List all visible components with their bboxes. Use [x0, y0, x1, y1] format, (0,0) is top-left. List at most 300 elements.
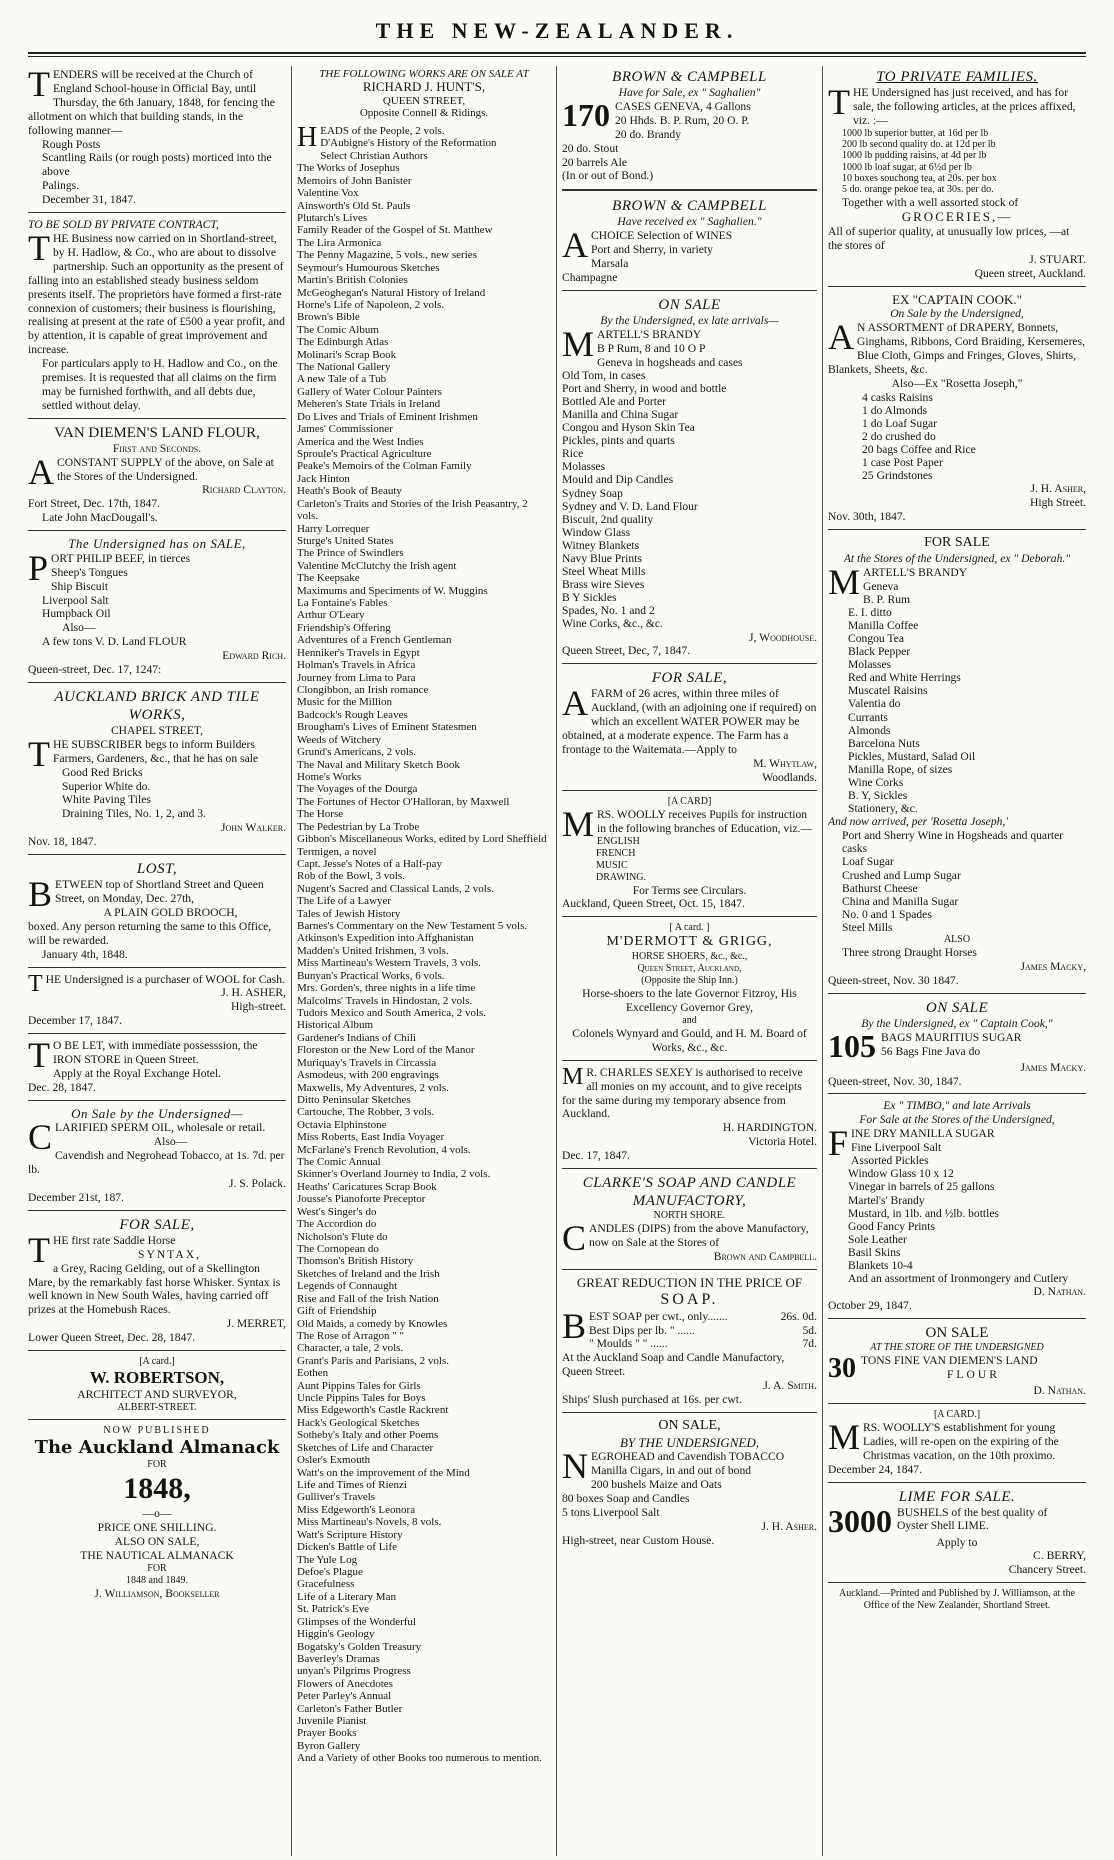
- price-list: [828, 128, 1086, 196]
- drop-cap: C: [28, 1117, 53, 1158]
- book-title: America and the West Indies: [297, 435, 424, 448]
- ad-signature: J. MERRET,: [226, 1317, 286, 1331]
- ad-place: Queen Street, Dec, 7, 1847.: [562, 644, 691, 658]
- ad-title: ON SALE,: [658, 1417, 721, 1433]
- list-item: Molasses: [848, 658, 892, 672]
- drop-cap: M: [562, 803, 595, 844]
- rule: [28, 1350, 286, 1351]
- ad-signature: J. STUART.: [1029, 252, 1086, 266]
- ad-date: Nov. 18, 1847.: [28, 835, 97, 849]
- list-item: 200 bushels Maize and Oats: [591, 1478, 722, 1492]
- brick-ad: [28, 688, 286, 849]
- list-item: 20 do. Stout: [562, 141, 619, 155]
- price-label: Best Dips per lb. " ......: [589, 1323, 695, 1337]
- book-title: And a Variety of other Books too numerous to mention.: [297, 1752, 542, 1765]
- ad-title: TO PRIVATE FAMILIES.: [876, 69, 1038, 85]
- ad-place: Queen-street, Dec. 17, 1247:: [28, 663, 162, 677]
- rule: [562, 189, 817, 191]
- ad-body: ENDERS will be received at the Church of England School-house in Official Bay, until Thursday, the 6th January, 1848, for fencing the allotment on which that building stands, in the following manner—: [28, 68, 275, 137]
- rule: [562, 1412, 817, 1413]
- list-item: 20 Hhds. B. P. Rum, 20 O. P.: [615, 113, 750, 127]
- card-name: M'DERMOTT & GRIGG,: [606, 934, 773, 950]
- ad-subtitle: By the Undersigned, ex " Captain Cook,": [861, 1016, 1053, 1030]
- book-title: Floreston or the New Lord of the Manor: [297, 1044, 475, 1057]
- list-item: Mould and Dip Candles: [562, 473, 674, 487]
- rule: [562, 1060, 817, 1061]
- ad-body: LARIFIED SPERM OIL, wholesale or retail.: [55, 1121, 266, 1135]
- rule: [28, 967, 286, 968]
- rule: [828, 1318, 1086, 1319]
- item-list: [562, 1464, 817, 1520]
- ad-first-line: ARTELL'S BRANDY: [597, 327, 702, 341]
- drop-cap: T: [28, 733, 50, 774]
- rule: [562, 1168, 817, 1169]
- ad-place: Auckland, Queen Street, Oct. 15, 1847.: [562, 897, 745, 911]
- ad-signature: J, Woodhouse.: [749, 630, 817, 644]
- ad-title: BROWN & CAMPBELL: [612, 198, 767, 215]
- list-item: 20 do. Brandy: [615, 127, 682, 141]
- book-title: unyan's Pilgrims Progress: [297, 1665, 411, 1678]
- book-title: Gibbon's Miscellaneous Works, edited by Lord Sheffield: [297, 833, 547, 846]
- ad-title: THE FOLLOWING WORKS ARE ON SALE AT: [319, 68, 529, 80]
- ad-subtitle: CHAPEL STREET,: [110, 723, 204, 737]
- book-title: Legends of Connaught: [297, 1280, 398, 1293]
- ad-signature: Edward Rich.: [222, 649, 286, 663]
- almanack-years: 1848 and 1849.: [126, 1574, 188, 1586]
- rule: [828, 1482, 1086, 1483]
- ad-body: ETWEEN top of Shortland Street and Queen Street, on Monday, Dec. 27th,: [55, 878, 264, 905]
- brown-campbell-ad-1: [562, 68, 817, 183]
- ad-title: FOR SALE: [924, 535, 990, 551]
- rule: [828, 1403, 1086, 1404]
- clarke-ad: [562, 1174, 817, 1264]
- book-title: Peter Parley's Annual: [297, 1690, 392, 1703]
- book-title: The National Gallery: [297, 361, 391, 374]
- book-title: Juvenile Pianist: [297, 1715, 367, 1728]
- ad-extra: A few tons V. D. Land FLOUR: [42, 635, 187, 649]
- book-title: Molinari's Scrap Book: [297, 348, 397, 361]
- book-title: Tudors Mexico and South America, 2 vols.: [297, 1006, 487, 1019]
- card-label: [A CARD.]: [933, 1408, 981, 1420]
- list-item: Sole Leather: [848, 1232, 907, 1246]
- seller-name: RICHARD J. HUNT'S,: [362, 79, 486, 95]
- big-number: 105: [828, 1027, 876, 1064]
- list-item: Vinegar in barrels of 25 gallons: [848, 1180, 995, 1194]
- column-divider: [822, 66, 823, 1856]
- ad-body: boxed. Any person returning the same to this Office, will be rewarded.: [28, 919, 272, 947]
- drop-cap: T: [28, 227, 50, 268]
- ad-title: ON SALE: [925, 1324, 989, 1341]
- tenders-ad: [28, 68, 286, 207]
- book-title: Miss Edgeworth's Castle Rackrent: [297, 1404, 449, 1417]
- list-item: Congou and Hyson Skin Tea: [562, 421, 695, 435]
- book-title: Gardener's Indians of Chili: [297, 1031, 416, 1044]
- book-title: Miss Roberts, East India Voyager: [297, 1131, 445, 1144]
- ad-body: RS. WOOLLY'S establishment for young Ladies, will re-open on the expiring of the Christmas vacation, on the 10th proximo.: [863, 1420, 1059, 1462]
- book-title: Prayer Books: [297, 1727, 357, 1740]
- book-title: Brougham's Lives of Eminent Statesmen: [297, 721, 477, 734]
- lime-ad: [828, 1488, 1086, 1578]
- list-item: 1000 lb loaf sugar, at 6½d per lb: [842, 161, 972, 173]
- book-title: Holman's Travels in Africa: [297, 659, 416, 672]
- rule: [562, 290, 817, 291]
- list-item: Superior White do.: [62, 779, 151, 793]
- book-title: Baverley's Dramas: [297, 1652, 380, 1665]
- hunt-books-ad: [297, 68, 551, 1765]
- list-item: Port and Sherry, in wood and bottle: [562, 381, 727, 395]
- list-item: (In or out of Bond.): [562, 169, 654, 183]
- almanack-ad: [28, 1425, 286, 1600]
- ad-place: Woodlands.: [762, 770, 817, 784]
- ad-place: Chancery Street.: [1008, 1563, 1086, 1577]
- card-body: Colonels Wynyard and Gould, and H. M. Board of Works, &c., &c.: [572, 1026, 807, 1054]
- list-item: ENGLISH: [597, 835, 640, 847]
- rule: [562, 916, 817, 917]
- column-divider: [556, 66, 557, 1856]
- list-item: White Paving Tiles: [62, 793, 151, 807]
- book-title: The Naval and Military Sketch Book: [297, 758, 460, 771]
- card-label: [A CARD]: [667, 795, 712, 807]
- ad-title: TO BE SOLD BY PRIVATE CONTRACT,: [28, 218, 219, 232]
- book-title: The Life of a Lawyer: [297, 895, 392, 908]
- ad-title: EX "CAPTAIN COOK.": [892, 291, 1022, 307]
- ad-body: HE Business now carried on in Shortland-street, by H. Hadlow, & Co., who are about to dissolve partnership. Such an opportunity as the present of falling into an established steady business seldom presents itself. The proprietors have formed a first-rate connexion of customers; their business is flourishing, realising at present at the rate of £500 a year profit, and by attention, it is capable of great improvement and increase.: [28, 231, 285, 357]
- ad-body: CONSTANT SUPPLY of the above, on Sale at the Stores of the Undersigned.: [57, 455, 274, 483]
- rich-ad: [28, 536, 286, 677]
- item-list: [828, 580, 1086, 816]
- book-title: Family Reader of the Gospel of St. Matthew: [297, 224, 493, 237]
- drop-cap: A: [562, 683, 588, 724]
- rule: [828, 1093, 1086, 1094]
- list-item: B. P. Rum: [863, 592, 911, 606]
- ad-body: For particulars apply to H. Hadlow and Co., on the premises. It is requested that all claims on the firm may be furnished forthwith, and all debts due, settled without delay.: [42, 357, 278, 412]
- macky-ad: [828, 535, 1086, 988]
- list-item: Crushed and Lump Sugar: [842, 868, 961, 882]
- book-title: James' Commissioner: [297, 423, 393, 436]
- list-item: Currants: [848, 710, 888, 724]
- book-list: [297, 122, 551, 1765]
- column-4: [828, 68, 1086, 1853]
- price-label: " Moulds " " ......: [589, 1337, 668, 1351]
- book-title: Horne's Life of Napoleon, 2 vols.: [297, 298, 445, 311]
- ad-body: HE SUBSCRIBER begs to inform Builders Farmers, Gardeners, &c., that he has on sale: [53, 737, 259, 765]
- book-title: Miss Edgeworth's Leonora: [297, 1503, 416, 1516]
- list-item: Pickles, pints and quarts: [562, 434, 675, 448]
- item-list: [828, 391, 1086, 483]
- book-title: Carleton's Father Butler: [297, 1702, 403, 1715]
- list-item: Ship Biscuit: [51, 579, 109, 593]
- ad-second-line: Oyster Shell LIME.: [897, 1519, 989, 1533]
- ad-body: FARM of 26 acres, within three miles of Auckland, (with an adjoining one if required) on which an excellent WATER POWER may be obtained, at a moderate expence. The Farm has a frontage to the Waitemata.—Apply to: [562, 687, 817, 756]
- drop-cap: M: [562, 323, 595, 364]
- ad-date: January 4th, 1848.: [42, 947, 128, 961]
- masthead-rule: [28, 52, 1086, 57]
- list-item: Manilla Rope, of sizes: [848, 762, 953, 776]
- ad-also: Also—: [62, 621, 96, 635]
- book-title: Higgin's Geology: [297, 1628, 375, 1641]
- rule: [28, 1100, 286, 1101]
- column-1: [28, 68, 286, 1853]
- ad-subtitle: NORTH SHORE.: [653, 1210, 726, 1222]
- price-row: [589, 1310, 817, 1324]
- list-item: 1 case Post Paper: [862, 456, 943, 470]
- book-title: Valentine McClutchy the Irish agent: [297, 559, 457, 572]
- masthead: THE NEW-ZEALANDER.: [375, 18, 739, 43]
- ad-subtitle: Have received ex " Saghalien.": [617, 215, 762, 229]
- woodhouse-ad: [562, 296, 817, 659]
- ad-arrived: And now arrived, per 'Rosetta Joseph,': [828, 815, 1008, 829]
- column-divider: [291, 66, 292, 1856]
- drop-cap: M: [828, 561, 861, 602]
- ad-body: HE Undersigned is a purchaser of WOOL for Cash.: [45, 972, 285, 986]
- let-ad: [28, 1035, 286, 1095]
- ad-title: The Undersigned has on SALE,: [68, 536, 246, 552]
- ad-date: Nov. 30th, 1847.: [828, 510, 906, 524]
- list-item: Mustard, in 1lb. and ½lb. bottles: [848, 1206, 1000, 1220]
- list-item: Blankets 10-4: [848, 1258, 913, 1272]
- list-item: Witney Blankets: [562, 538, 640, 552]
- ad-signature: J. S. Polack.: [228, 1177, 286, 1190]
- list-item: Draining Tiles, No. 1, 2, and 3.: [62, 807, 206, 821]
- seller-street: QUEEN STREET,: [382, 94, 466, 107]
- list-item: 10 boxes souchong tea, at 20s. per box: [842, 172, 997, 184]
- book-title: Music for the Million: [297, 696, 393, 709]
- rule: [28, 682, 286, 683]
- ad-date: October 29, 1847.: [828, 1299, 912, 1313]
- book-title: Seymour's Humourous Sketches: [297, 261, 440, 274]
- ad-place: Queen street, Auckland.: [974, 266, 1086, 280]
- list-item: 2 do crushed do: [862, 429, 936, 443]
- book-title: Osler's Exmouth: [297, 1454, 371, 1467]
- flour-ad: [28, 424, 286, 525]
- almanack-year: 1848,: [123, 1471, 191, 1505]
- book-title: Jack Hinton: [297, 472, 350, 485]
- book-title: Uncle Pippins Tales for Boys: [297, 1392, 426, 1405]
- rule: [562, 1269, 817, 1270]
- book-title: Miss Martineau's Novels, 8 vols.: [297, 1516, 442, 1529]
- rule: [28, 854, 286, 855]
- book-title: Clongibbon, an Irish romance: [297, 684, 429, 697]
- ad-item: A PLAIN GOLD BROOCH,: [103, 905, 238, 919]
- ad-date: Dec. 28, 1847.: [28, 1080, 96, 1094]
- list-item: Sheep's Tongues: [51, 565, 128, 579]
- ad-place: Queen-street, Nov. 30, 1847.: [828, 1074, 962, 1088]
- macky-sugar-ad: [828, 999, 1086, 1089]
- book-title: Home's Works: [297, 770, 362, 783]
- ad-subtitle: By the Undersigned, ex late arrivals—: [600, 313, 779, 327]
- ad-title: FOR SALE,: [119, 1216, 195, 1233]
- ad-also: Also—: [153, 1135, 188, 1149]
- list-item: Loaf Sugar: [842, 855, 894, 869]
- stuart-ad: [828, 68, 1086, 281]
- ad-body: R. CHARLES SEXEY is authorised to receive all monies on my account, and to give receipts for the same during my temporary absence from Auckland.: [562, 1065, 803, 1121]
- drop-cap: T: [828, 82, 850, 122]
- ad-first-line: HE first rate Saddle Horse: [53, 1233, 176, 1247]
- book-title: Malcolms' Travels in Hindostan, 2 vols.: [297, 994, 473, 1007]
- book-title: The Lira Armonica: [297, 236, 382, 249]
- book-title: The Works of Josephus: [297, 162, 400, 175]
- book-title: Grant's Paris and Parisians, 2 vols.: [297, 1354, 449, 1367]
- book-title: Memoirs of John Banister: [297, 174, 412, 187]
- book-title: Sketches of Life and Character: [297, 1441, 434, 1454]
- drop-cap: P: [28, 547, 49, 588]
- list-item: Steel Wheat Mills: [562, 565, 646, 579]
- book-title: Hack's Geological Sketches: [297, 1416, 420, 1429]
- imprint: Auckland.—Printed and Published by J. Williamson, at the Office of the New Zealander, Shortland Street.: [838, 1588, 1076, 1612]
- list-item: 1000 lb superior butter, at 16d per lb: [842, 127, 989, 139]
- ad-signature: John Walker.: [220, 821, 286, 835]
- book-title: Friendship's Offering: [297, 621, 391, 634]
- ad-signature: J. H. Asher.: [761, 1519, 817, 1533]
- book-title: Gulliver's Travels: [297, 1491, 376, 1504]
- book-title: Historical Album: [297, 1019, 374, 1032]
- rule: [562, 663, 817, 664]
- ad-body: a Grey, Racing Gelding, out of a Skellington Mare, by the remarkably fast horse Whisker. Syntax is well known in New South Wales, having carried off prizes at the Homebush Races.: [28, 1261, 281, 1317]
- list-item: Bottled Ale and Porter: [562, 394, 667, 408]
- woolly-card: [562, 796, 817, 912]
- drop-cap: F: [828, 1123, 849, 1164]
- list-item: B. Y, Sickles: [848, 789, 908, 803]
- list-item: Almonds: [848, 723, 891, 737]
- book-title: Henniker's Travels in Egypt: [297, 646, 420, 659]
- book-title: McFarlane's French Revolution, 4 vols.: [297, 1143, 471, 1156]
- book-title: Sturge's United States: [297, 534, 394, 547]
- ad-title: FOR SALE,: [651, 670, 728, 687]
- book-title: Eothen: [297, 1367, 329, 1380]
- drop-cap: T: [28, 1035, 50, 1076]
- list-item: Stationery, &c.: [848, 802, 918, 816]
- book-title: EADS of the People, 2 vols.: [320, 125, 445, 138]
- asher-ad: [562, 1418, 817, 1548]
- ad-body: ANDLES (DIPS) from the above Manufactory, now on Sale at the Stores of: [589, 1222, 809, 1250]
- card-label: [ A card. ]: [669, 922, 710, 934]
- book-title: Barnes's Commentary on the New Testament 5 vols.: [297, 920, 528, 933]
- almanack-also: ALSO ON SALE,: [114, 1534, 200, 1548]
- ad-place: Lower Queen Street, Dec. 28, 1847.: [28, 1331, 196, 1345]
- card-opposite: (Opposite the Ship Inn.): [641, 975, 738, 987]
- seller-opposite: Opposite Connell & Ridings.: [359, 106, 489, 119]
- rule: [28, 530, 286, 531]
- nautical-title: THE NAUTICAL ALMANACK: [80, 1548, 234, 1562]
- book-title: Cartouche, The Robber, 3 vols.: [297, 1106, 435, 1119]
- ad-place: Queen-street, Nov. 30 1847.: [828, 973, 959, 987]
- list-item: Rice: [562, 447, 584, 461]
- book-title: Termigen, a novel: [297, 845, 377, 858]
- book-title: Gallery of Water Colour Painters: [297, 385, 442, 398]
- ad-subtitle: BY THE UNDERSIGNED,: [619, 1434, 760, 1450]
- price-row: [589, 1324, 817, 1338]
- book-title: Gift of Friendship: [297, 1305, 377, 1318]
- ad-first-line: EGROHEAD and Cavendish TOBACCO: [591, 1450, 785, 1464]
- book-title: The Horse: [297, 808, 344, 821]
- item-list: [562, 243, 817, 285]
- list-item: Window Glass: [562, 525, 631, 539]
- book-title: Heath's Book of Beauty: [297, 485, 402, 498]
- list-item: 20 barrels Ale: [562, 155, 628, 169]
- book-title: D'Aubigne's History of the Reformation: [320, 137, 497, 150]
- list-item: Manilla and China Sugar: [562, 407, 679, 421]
- price-list: [562, 1305, 817, 1352]
- list-item: Sydney Soap: [562, 486, 623, 500]
- list-item: 20 bags Coffee and Rice: [862, 443, 976, 457]
- ad-place: Victoria Hotel.: [748, 1135, 817, 1149]
- book-title: Octavia Elphinstone: [297, 1118, 387, 1131]
- now-published: NOW PUBLISHED: [103, 1425, 211, 1437]
- drop-cap: T: [28, 970, 43, 997]
- book-title: Dicken's Battle of Life: [297, 1541, 398, 1554]
- item-list: [828, 829, 1086, 934]
- list-item: China and Manilla Sugar: [842, 894, 959, 908]
- robertson-card: [28, 1356, 286, 1414]
- list-item: Martel's' Brandy: [848, 1193, 925, 1207]
- list-item: Marsala: [591, 257, 629, 271]
- nathan-flour-ad: [828, 1324, 1086, 1398]
- ad-title: BROWN & CAMPBELL: [612, 69, 767, 85]
- list-item: Valentia do: [848, 697, 901, 711]
- rule: [28, 1419, 286, 1420]
- wool-ad: [28, 970, 286, 1029]
- card-street: ALBERT-STREET.: [117, 1402, 197, 1414]
- list-item: Biscuit, 2nd quality: [562, 512, 654, 526]
- drop-cap: H: [297, 122, 318, 154]
- ad-first-line: INE DRY MANILLA SUGAR: [851, 1127, 995, 1141]
- ad-signature: J. A. Smith.: [763, 1379, 817, 1393]
- sexey-ad: [562, 1063, 817, 1163]
- book-title: Do Lives and Trials of Eminent Irishmen: [297, 410, 478, 423]
- book-title: Ditto Peninsular Sketches: [297, 1093, 411, 1106]
- book-title: The Edinburgh Atlas: [297, 336, 389, 349]
- list-item: 5 tons Liverpool Salt: [562, 1505, 660, 1519]
- book-title: The Keepsake: [297, 572, 360, 585]
- book-title: Glimpses of the Wonderful: [297, 1615, 416, 1628]
- book-title: Skinner's Overland Journey to India, 2 vols.: [297, 1168, 491, 1181]
- subject-list: [562, 836, 817, 884]
- big-number: 30: [828, 1352, 856, 1384]
- rule: [28, 1210, 286, 1211]
- ad-title: AUCKLAND BRICK AND TILE WORKS,: [54, 688, 260, 723]
- book-title: Badcock's Rough Leaves: [297, 708, 408, 721]
- horse-name: SYNTAX,: [138, 1247, 201, 1261]
- list-item: Steel Mills: [842, 920, 893, 934]
- drop-cap: A: [828, 317, 854, 358]
- list-item: Port and Sherry, in variety: [591, 243, 713, 257]
- price-value: 7d.: [802, 1337, 817, 1351]
- ad-title: On Sale by the Undersigned—: [71, 1105, 243, 1121]
- book-title: Sketches of Ireland and the Irish: [297, 1267, 440, 1280]
- book-title: Martin's British Colonies: [297, 274, 408, 287]
- soap-ad: [562, 1275, 817, 1407]
- list-item: Black Pepper: [848, 645, 911, 659]
- list-item: Pickles, Mustard, Salad Oil: [848, 749, 976, 763]
- rule: [28, 1033, 286, 1034]
- item-list: [28, 766, 286, 822]
- book-title: Byron Gallery: [297, 1739, 361, 1752]
- ad-body: At the Auckland Soap and Candle Manufactory, Queen Street.: [562, 1351, 785, 1379]
- ad-body: HE Undersigned has just received, and has for sale, the following articles, at the prices affixed, viz. :—: [853, 86, 1076, 127]
- book-title: Flowers of Anecdotes: [297, 1677, 393, 1690]
- list-item: Assorted Pickles: [851, 1154, 929, 1168]
- list-item: Good Red Bricks: [62, 765, 143, 779]
- book-title: Bunyan's Practical Works, 6 vols.: [297, 969, 445, 982]
- card-role: HORSE SHOERS, &c., &c.,: [631, 951, 748, 963]
- ad-first-line: CASES GENEVA, 4 Gallons: [615, 99, 751, 113]
- book-title: The Comic Annual: [297, 1156, 381, 1169]
- list-item: Basil Skins: [848, 1245, 901, 1259]
- ad-first-line: CHOICE Selection of WINES: [591, 229, 733, 243]
- list-item: Liverpool Salt: [42, 593, 109, 607]
- book-title: Sproule's Practical Agriculture: [297, 448, 432, 460]
- grigg-card: [562, 922, 817, 1054]
